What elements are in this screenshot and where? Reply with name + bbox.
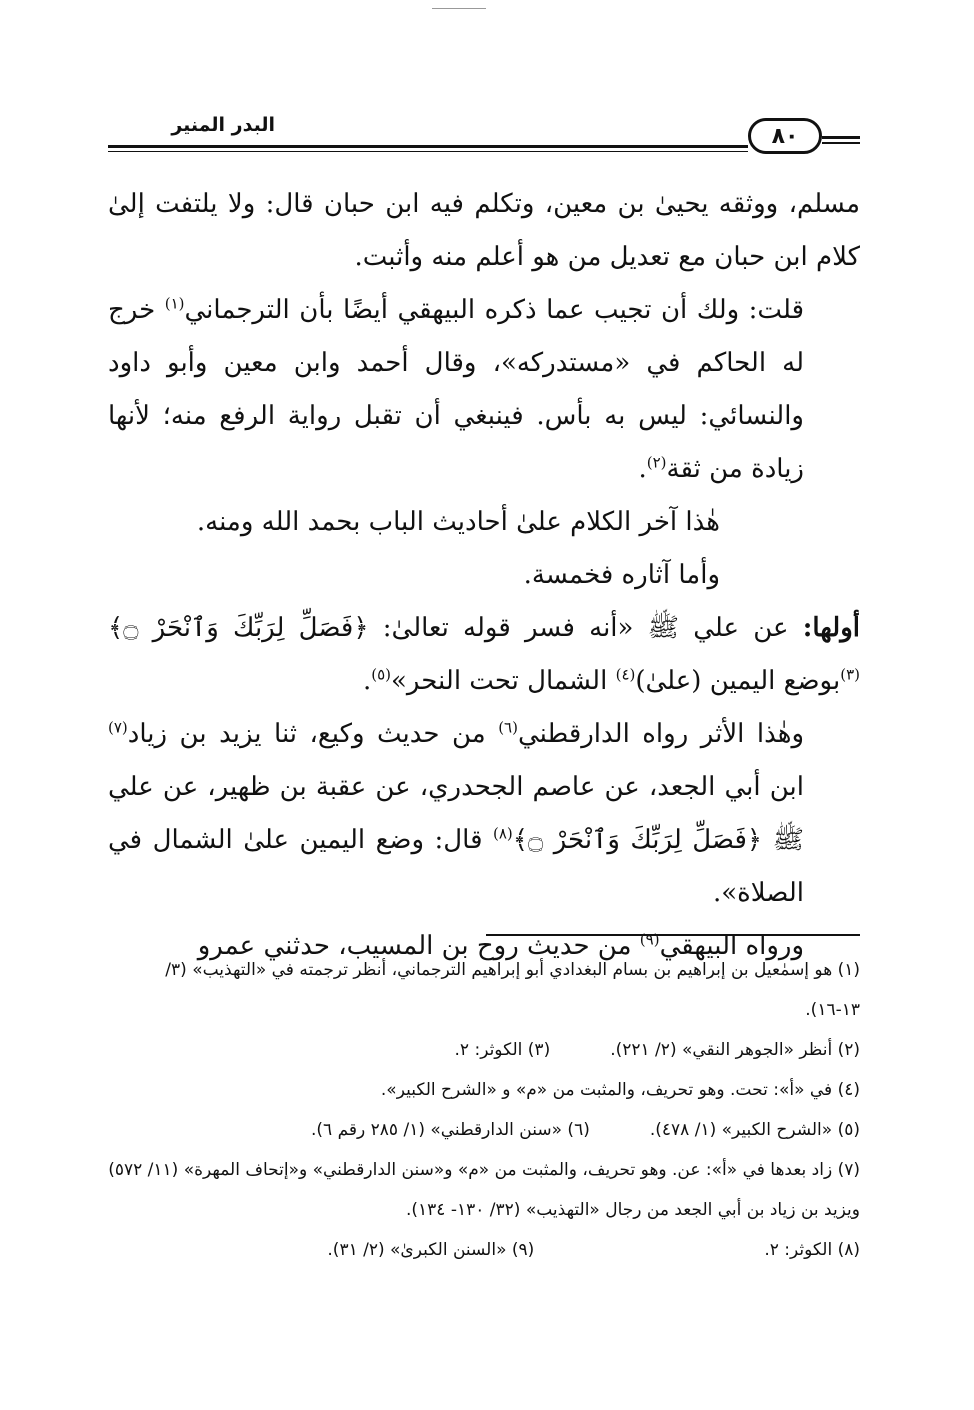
paragraph	[108, 708, 860, 920]
footnote-ref[interactable]: (٤)	[615, 665, 636, 684]
paragraph	[108, 284, 860, 496]
paragraph	[108, 496, 860, 549]
footnote: (٢) أنظر «الجوهر النقي» (٢/ ٢٢١).	[610, 1040, 860, 1060]
main-text	[108, 178, 860, 973]
footnote: (٩) «السنن الكبرىٰ» (٢/ ٣١).	[327, 1240, 535, 1260]
paragraph-text: بوضع اليمين (علىٰ)	[635, 666, 841, 696]
paragraph-text: خرج له الحاكم في «مستدركه»، وقال أحمد وابن معين وأبو داود والنسائي: ليس به بأس. فينبغي أن تقبل رواية الرفع منه؛ لأنها زيادة من ثقة	[108, 295, 804, 484]
paragraph-text: من حديث وكيع، ثنا يزيد بن زياد	[127, 719, 499, 749]
footnotes	[108, 950, 860, 1270]
footnote-ref[interactable]: (٨)	[493, 824, 513, 843]
paragraph-text: ابن أبي الجعد، عن عاصم الجحدري، عن عقبة بن ظهير، عن علي ﷺ ﴿فَصَلِّ لِرَبِّكَ وَٱنْحَرْ ۝﴾	[108, 772, 804, 855]
paragraph-text: عن علي ﷺ «أنه فسر قوله تعالىٰ: ﴿فَصَلِّ لِرَبِّكَ وَٱنْحَرْ ۝﴾	[108, 613, 803, 643]
footnote-ref[interactable]: (١)	[164, 294, 185, 313]
footnote: (٨) الكوثر: ٢.	[764, 1240, 860, 1260]
header-rule	[108, 145, 748, 148]
section-lead: أولها:	[802, 613, 860, 643]
footnote: (٣) الكوثر: ٢.	[454, 1040, 551, 1060]
paragraph-text: وأما آثاره فخمسة.	[523, 560, 720, 590]
footnote: (٤) في «أ»: تحت. وهو تحريف، والمثبت من «م» و «الشرح الكبير».	[380, 1080, 860, 1100]
footnote-ref[interactable]: (٦)	[498, 718, 518, 737]
paragraph	[108, 602, 860, 708]
header-rule-tail-thin	[822, 142, 860, 144]
paragraph-text: من حديث روح بن المسيب، حدثني عمرو	[197, 931, 640, 961]
paragraph-text: هٰذا آخر الكلام علىٰ أحاديث الباب بحمد الله ومنه.	[196, 507, 720, 537]
paragraph-text: مسلم، ووثقه يحيىٰ بن معين، وتكلم فيه ابن حبان قال: ولا يلتفت إلىٰ كلام ابن حبان مع تعديل من هو أعلم منه وأثبت.	[108, 189, 860, 272]
footnote: (٦) «سنن الدارقطني» (١/ ٢٨٥ رقم ٦).	[310, 1120, 590, 1140]
paragraph-text: .	[362, 666, 372, 696]
footnote-row	[108, 1110, 860, 1150]
footnote: (٧) زاد بعدها في «أ»: عن. وهو تحريف، والمثبت من «م» و«سنن الدارقطني» و«إتحاف المهرة» (١١/ ٥٧٢) ويزيد بن زياد بن أبي الجعد من رجال «التهذيب» (٣٢/ ١٣٠- ١٣٤).	[108, 1160, 860, 1220]
footnote-ref[interactable]: (٥)	[371, 665, 392, 684]
paragraph-text: قال: وضع اليمين علىٰ الشمال في الصلاة».	[108, 825, 804, 908]
paragraph-text: .	[638, 454, 647, 484]
footnote-ref[interactable]: (٢)	[646, 453, 667, 472]
paragraph-text: ورواه البيهقي	[659, 931, 804, 961]
paragraph-text: قلت: ولك أن تجيب عما ذكره البيهقي أيضًا بأن الترجماني	[184, 295, 805, 325]
paragraph	[108, 178, 860, 284]
running-title: البدر المنير	[171, 114, 275, 136]
footnote-row	[108, 1230, 860, 1270]
page-header	[108, 108, 860, 158]
header-rule-thin	[108, 151, 748, 152]
paragraph-text: الشمال تحت النحر»	[391, 666, 616, 696]
footnote-ref[interactable]: (٩)	[639, 930, 660, 949]
footnote: (١) هو إسمٰعيل بن إبراهيم بن بسام البغدادي أبو إبراهيم الترجماني، أنظر ترجمته في «التهذيب» (٣/ ١٣-١٦).	[165, 960, 860, 1020]
header-rule-tail	[822, 136, 860, 139]
footnote-row	[108, 1030, 860, 1070]
page-number: ٨٠	[748, 118, 822, 154]
paragraph	[108, 549, 860, 602]
paragraph-text: وهٰذا الأثر رواه الدارقطني	[517, 719, 804, 749]
footnote-separator	[486, 934, 860, 936]
top-edge-line	[432, 8, 486, 9]
footnote: (٥) «الشرح الكبير» (١/ ٤٧٨).	[649, 1120, 860, 1140]
footnote-ref[interactable]: (٣)	[840, 665, 860, 684]
footnote-ref[interactable]: (٧)	[108, 718, 128, 737]
